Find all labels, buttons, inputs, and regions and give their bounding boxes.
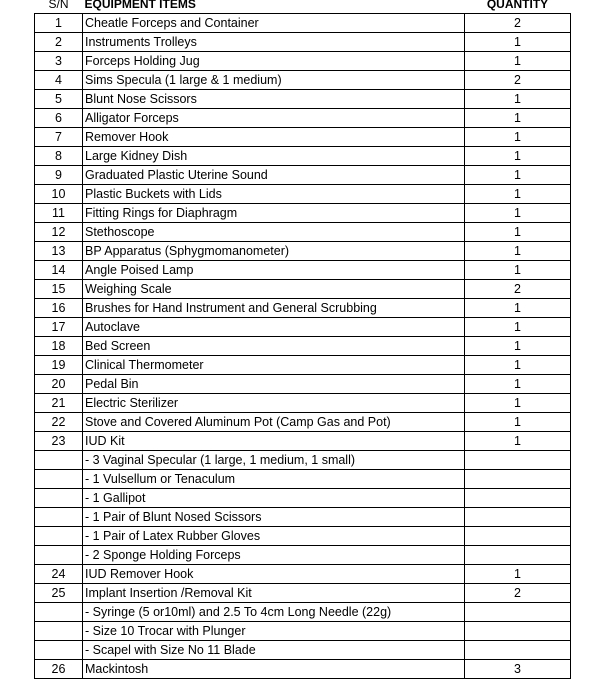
row-quantity-cell: 1 [465, 33, 571, 52]
row-item-cell: - 2 Sponge Holding Forceps [83, 546, 465, 565]
table-row [35, 52, 571, 71]
row-quantity-cell [465, 546, 571, 565]
row-quantity-cell: 1 [465, 261, 571, 280]
row-sn-cell: 8 [35, 147, 83, 166]
row-quantity-cell [465, 470, 571, 489]
table-row [35, 622, 571, 641]
row-quantity-cell: 1 [465, 242, 571, 261]
table-row [35, 432, 571, 451]
row-sn-cell: 25 [35, 584, 83, 603]
table-row [35, 318, 571, 337]
row-item-cell: - 1 Vulsellum or Tenaculum [83, 470, 465, 489]
table-row [35, 166, 571, 185]
row-quantity-cell: 3 [465, 660, 571, 679]
table-row [35, 14, 571, 33]
row-quantity-cell [465, 622, 571, 641]
row-sn-cell: 13 [35, 242, 83, 261]
row-item-cell: Instruments Trolleys [83, 33, 465, 52]
row-quantity-cell [465, 527, 571, 546]
header-quantity: QUANTITY [486, 0, 549, 11]
row-quantity-cell: 1 [465, 166, 571, 185]
row-quantity-cell: 1 [465, 565, 571, 584]
row-sn-cell: 7 [35, 128, 83, 147]
row-sn-cell [35, 641, 83, 660]
row-sn-cell [35, 622, 83, 641]
row-quantity-cell: 1 [465, 109, 571, 128]
row-item-cell: Autoclave [83, 318, 465, 337]
row-sn-cell: 17 [35, 318, 83, 337]
row-quantity-cell: 2 [465, 584, 571, 603]
row-quantity-cell: 1 [465, 147, 571, 166]
row-sn-cell: 5 [35, 90, 83, 109]
table-row [35, 470, 571, 489]
row-quantity-cell: 1 [465, 356, 571, 375]
header-equipment-items: EQUIPMENT ITEMS [84, 0, 196, 11]
row-sn-cell [35, 470, 83, 489]
row-item-cell: - 1 Gallipot [83, 489, 465, 508]
table-row [35, 147, 571, 166]
row-sn-cell: 23 [35, 432, 83, 451]
table-row [35, 261, 571, 280]
row-sn-cell: 18 [35, 337, 83, 356]
row-quantity-cell: 2 [465, 14, 571, 33]
table-row [35, 280, 571, 299]
table-row [35, 242, 571, 261]
table-row [35, 299, 571, 318]
table-row [35, 584, 571, 603]
table-row [35, 660, 571, 679]
row-quantity-cell: 1 [465, 204, 571, 223]
row-sn-cell: 10 [35, 185, 83, 204]
row-item-cell: - Size 10 Trocar with Plunger [83, 622, 465, 641]
row-sn-cell: 11 [35, 204, 83, 223]
row-quantity-cell: 1 [465, 90, 571, 109]
row-item-cell: IUD Kit [83, 432, 465, 451]
row-sn-cell: 4 [35, 71, 83, 90]
row-item-cell: Bed Screen [83, 337, 465, 356]
row-item-cell: Fitting Rings for Diaphragm [83, 204, 465, 223]
table-row [35, 565, 571, 584]
row-sn-cell: 3 [35, 52, 83, 71]
row-sn-cell [35, 546, 83, 565]
table-row [35, 356, 571, 375]
row-item-cell: Stethoscope [83, 223, 465, 242]
row-item-cell: Alligator Forceps [83, 109, 465, 128]
row-sn-cell [35, 527, 83, 546]
row-sn-cell [35, 451, 83, 470]
table-row [35, 451, 571, 470]
row-item-cell: - 1 Pair of Latex Rubber Gloves [83, 527, 465, 546]
row-sn-cell: 19 [35, 356, 83, 375]
table-row [35, 185, 571, 204]
row-item-cell: Plastic Buckets with Lids [83, 185, 465, 204]
row-item-cell: Sims Specula (1 large & 1 medium) [83, 71, 465, 90]
row-sn-cell: 24 [35, 565, 83, 584]
row-sn-cell: 16 [35, 299, 83, 318]
table-row [35, 508, 571, 527]
row-quantity-cell: 1 [465, 337, 571, 356]
row-quantity-cell: 1 [465, 394, 571, 413]
row-sn-cell: 2 [35, 33, 83, 52]
row-item-cell: Large Kidney Dish [83, 147, 465, 166]
row-item-cell: Stove and Covered Aluminum Pot (Camp Gas and Pot) [83, 413, 465, 432]
row-sn-cell: 15 [35, 280, 83, 299]
table-row [35, 71, 571, 90]
row-item-cell: - Syringe (5 or10ml) and 2.5 To 4cm Long Needle (22g) [83, 603, 465, 622]
row-sn-cell: 6 [35, 109, 83, 128]
row-quantity-cell: 1 [465, 413, 571, 432]
row-item-cell: Remover Hook [83, 128, 465, 147]
row-item-cell: IUD Remover Hook [83, 565, 465, 584]
row-item-cell: Pedal Bin [83, 375, 465, 394]
row-item-cell: Angle Poised Lamp [83, 261, 465, 280]
row-item-cell: - 1 Pair of Blunt Nosed Scissors [83, 508, 465, 527]
row-quantity-cell: 1 [465, 185, 571, 204]
table-row [35, 33, 571, 52]
row-item-cell: Weighing Scale [83, 280, 465, 299]
row-item-cell: Clinical Thermometer [83, 356, 465, 375]
row-sn-cell: 14 [35, 261, 83, 280]
table-body [35, 14, 571, 679]
row-sn-cell: 21 [35, 394, 83, 413]
row-quantity-cell: 1 [465, 432, 571, 451]
row-quantity-cell: 1 [465, 318, 571, 337]
row-sn-cell [35, 508, 83, 527]
row-quantity-cell [465, 489, 571, 508]
row-quantity-cell: 1 [465, 52, 571, 71]
table-row [35, 413, 571, 432]
row-quantity-cell [465, 508, 571, 527]
table-row [35, 204, 571, 223]
table-row [35, 337, 571, 356]
row-item-cell: - 3 Vaginal Specular (1 large, 1 medium, 1 small) [83, 451, 465, 470]
row-quantity-cell: 2 [465, 71, 571, 90]
header-row [35, 0, 571, 14]
row-quantity-cell: 1 [465, 375, 571, 394]
row-quantity-cell [465, 641, 571, 660]
row-quantity-cell: 1 [465, 223, 571, 242]
row-item-cell: Electric Sterilizer [83, 394, 465, 413]
table-row [35, 489, 571, 508]
row-sn-cell: 9 [35, 166, 83, 185]
row-item-cell: Implant Insertion /Removal Kit [83, 584, 465, 603]
equipment-table [34, 0, 571, 679]
row-quantity-cell: 1 [465, 128, 571, 147]
row-item-cell: Brushes for Hand Instrument and General Scrubbing [83, 299, 465, 318]
table-row [35, 90, 571, 109]
row-item-cell: Mackintosh [83, 660, 465, 679]
table-row [35, 641, 571, 660]
table-row [35, 128, 571, 147]
header-sn: S/N [48, 0, 69, 11]
row-item-cell: - Scapel with Size No 11 Blade [83, 641, 465, 660]
table-row [35, 109, 571, 128]
table-row [35, 394, 571, 413]
row-item-cell: Cheatle Forceps and Container [83, 14, 465, 33]
row-sn-cell: 1 [35, 14, 83, 33]
row-quantity-cell [465, 451, 571, 470]
table-row [35, 527, 571, 546]
row-item-cell: Blunt Nose Scissors [83, 90, 465, 109]
row-quantity-cell [465, 603, 571, 622]
row-sn-cell: 12 [35, 223, 83, 242]
table-row [35, 223, 571, 242]
row-item-cell: BP Apparatus (Sphygmomanometer) [83, 242, 465, 261]
table-row [35, 546, 571, 565]
row-sn-cell: 22 [35, 413, 83, 432]
row-item-cell: Graduated Plastic Uterine Sound [83, 166, 465, 185]
row-sn-cell [35, 489, 83, 508]
row-item-cell: Forceps Holding Jug [83, 52, 465, 71]
table-row [35, 375, 571, 394]
row-quantity-cell: 2 [465, 280, 571, 299]
table-row [35, 603, 571, 622]
table-header [35, 0, 571, 14]
row-quantity-cell: 1 [465, 299, 571, 318]
row-sn-cell: 20 [35, 375, 83, 394]
row-sn-cell [35, 603, 83, 622]
row-sn-cell: 26 [35, 660, 83, 679]
